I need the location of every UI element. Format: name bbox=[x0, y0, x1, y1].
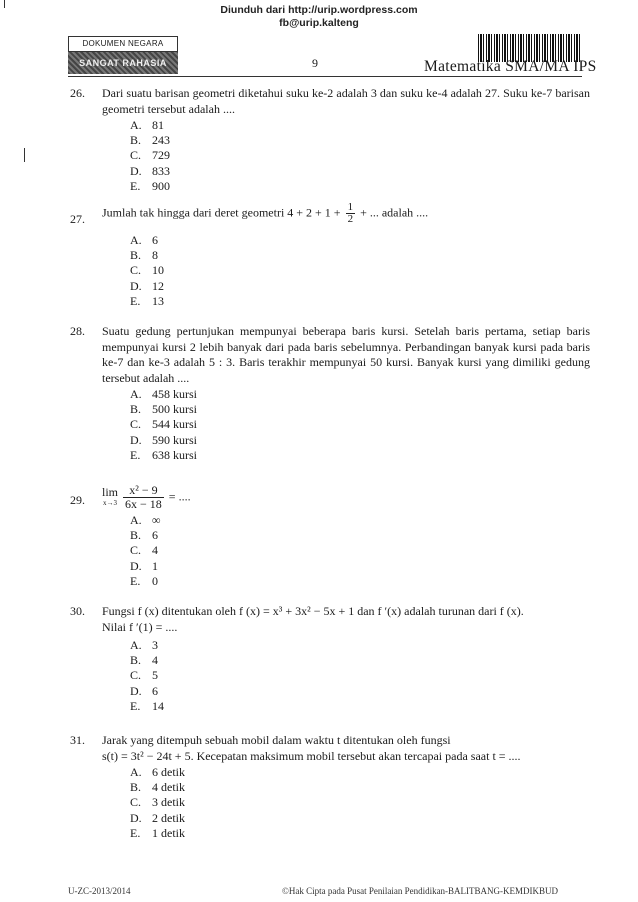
options-list bbox=[130, 387, 590, 463]
option-d: D. 12 bbox=[130, 278, 164, 293]
option-b: B. 4 detik bbox=[130, 780, 185, 795]
option-d: D. 6 bbox=[130, 683, 158, 698]
option-d: D. 833 bbox=[130, 163, 170, 178]
option-a: A. 458 kursi bbox=[130, 387, 197, 401]
option-a: A. 6 detik bbox=[130, 765, 185, 779]
question-27 bbox=[70, 202, 590, 309]
fraction: $\frac{1}{2}$ bbox=[347, 201, 354, 225]
facebook-line: fb@urip.kalteng bbox=[279, 17, 359, 29]
question-31 bbox=[70, 733, 590, 841]
question-28 bbox=[70, 324, 590, 463]
download-source-line: Diunduh dari http://urip.wordpress.com bbox=[220, 4, 418, 16]
option-b: B. 4 bbox=[130, 653, 158, 668]
limit-operator: lim x→3 bbox=[102, 484, 119, 507]
question-number: 28. bbox=[70, 324, 85, 338]
options-list bbox=[130, 233, 590, 309]
margin-mark bbox=[4, 0, 5, 8]
secret-stamp: SANGAT RAHASIA bbox=[68, 52, 178, 74]
fraction: $\frac{\text{x² − 9}}{6x - 18}$ bbox=[125, 483, 162, 511]
option-b: B. 500 kursi bbox=[130, 402, 197, 417]
question-30 bbox=[70, 604, 590, 714]
option-c: C. 544 kursi bbox=[130, 417, 197, 432]
question-29 bbox=[70, 484, 590, 589]
document-classification-box: DOKUMEN NEGARA bbox=[68, 36, 178, 52]
option-e: E. 638 kursi bbox=[130, 447, 197, 462]
options-list bbox=[130, 513, 590, 589]
option-c: C. 729 bbox=[130, 148, 170, 163]
option-c: C. 4 bbox=[130, 543, 158, 558]
option-b: B. 8 bbox=[130, 248, 158, 263]
option-e: E. 14 bbox=[130, 698, 164, 713]
subject-title: Matematika SMA/MA IPS bbox=[424, 58, 597, 75]
question-number: 27. bbox=[70, 212, 85, 226]
option-c: C. 10 bbox=[130, 263, 164, 278]
option-d: D. 2 detik bbox=[130, 810, 185, 825]
option-e: E. 900 bbox=[130, 178, 170, 193]
option-a: A. 6 bbox=[130, 233, 158, 247]
question-26 bbox=[70, 86, 590, 194]
question-number: 31. bbox=[70, 733, 85, 747]
question-text: Suatu gedung pertunjukan mempunyai beberapa baris kursi. Setelah baris pertama, setiap baris mempunyai kursi 2 lebih banyak dari pada baris sebelumnya. Perbandingan banyak kursi pada baris ke-7 dan ke-3 adalah 5 : 3. Baris terakhir mempunyai 50 kursi. Banyak kursi yang dimiliki gedung tersebut adalah .... bbox=[102, 324, 590, 385]
question-number: 30. bbox=[70, 604, 85, 618]
question-text: Jumlah tak hingga dari deret geometri 4 + 2 + 1 + $\frac{1}{2}$ + ... adalah .... bbox=[102, 201, 429, 225]
option-c: C. 5 bbox=[130, 668, 158, 683]
option-a: A. 81 bbox=[130, 118, 164, 132]
question-number: 29. bbox=[70, 493, 85, 507]
question-number: 26. bbox=[70, 86, 85, 100]
option-e: E. 1 detik bbox=[130, 825, 185, 840]
option-b: B. 243 bbox=[130, 133, 170, 148]
option-e: E. 13 bbox=[130, 293, 164, 308]
option-c: C. 3 detik bbox=[130, 795, 185, 810]
page-number: 9 bbox=[312, 56, 318, 70]
question-text: Fungsi f (x) ditentukan oleh f (x) = x³ + 3x² − 5x + 1 dan f ′(x) adalah turunan dari f (x). Nilai f ′(1) = .... bbox=[102, 604, 524, 634]
option-a: A. ∞ bbox=[130, 513, 161, 527]
options-list bbox=[130, 765, 590, 841]
margin-mark bbox=[24, 148, 25, 162]
question-text: Jarak yang ditempuh sebuah mobil dalam waktu t ditentukan oleh fungsi s(t) = 3t² − 24t + 5. Kecepatan maksimum mobil tersebut akan tercapai pada saat t = .... bbox=[102, 733, 521, 763]
options-list bbox=[130, 118, 590, 194]
option-b: B. 6 bbox=[130, 528, 158, 543]
option-d: D. 1 bbox=[130, 558, 158, 573]
options-list bbox=[130, 638, 590, 714]
copyright-notice: ©Hak Cipta pada Pusat Penilaian Pendidikan-BALITBANG-KEMDIKBUD bbox=[282, 886, 559, 896]
question-text: lim x→3 $\frac{\text{x² − 9}}{6x - 18}$ = .... bbox=[102, 483, 191, 511]
question-text: Dari suatu barisan geometri diketahui suku ke-2 adalah 3 dan suku ke-4 adalah 27. Suku ke-7 barisan geometri tersebut adalah .... bbox=[102, 86, 590, 116]
option-e: E. 0 bbox=[130, 573, 158, 588]
option-d: D. 590 kursi bbox=[130, 432, 197, 447]
option-a: A. 3 bbox=[130, 638, 158, 652]
header-divider bbox=[68, 76, 582, 77]
exam-code: U-ZC-2013/2014 bbox=[68, 886, 131, 896]
